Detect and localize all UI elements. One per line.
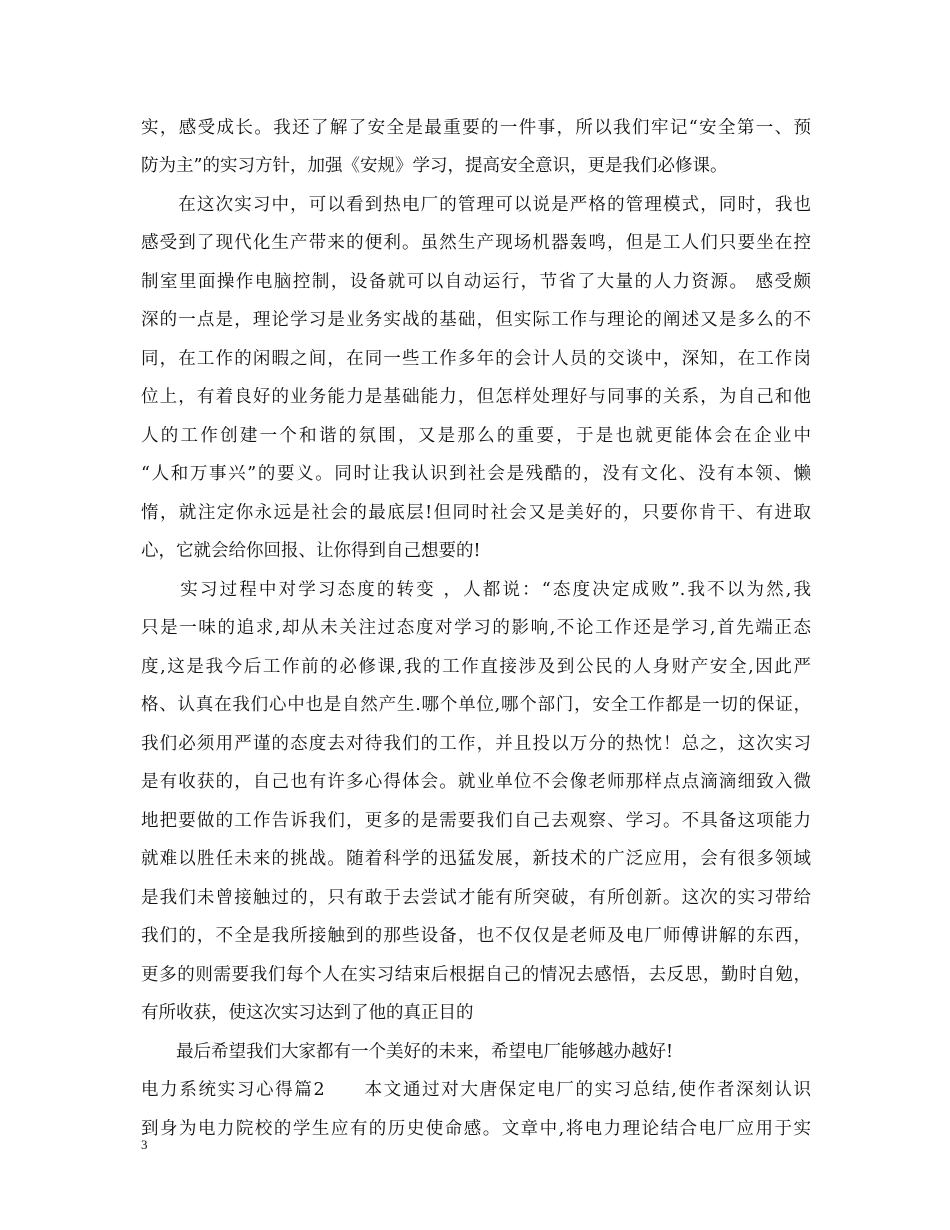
text-line: 格、认真在我们心中也是自然产生.哪个单位,哪个部门，安全工作都是一切的保证， <box>141 695 811 715</box>
text-line: 心，它就会给你回报、让你得到自己想要的! <box>141 541 481 561</box>
text-line: 位上，有着良好的业务能力是基础能力，但怎样处理好与同事的关系，为自己和他 <box>141 387 811 407</box>
text-line: 人的工作创建一个和谐的氛围，又是那么的重要，于是也就更能体会在企业中 <box>141 426 811 446</box>
text-line: 实习过程中对学习态度的转变 ，人都说：“态度决定成败”.我不以为然,我 <box>141 580 811 600</box>
text-line: 只是一味的追求,却从未关注过态度对学习的影响,不论工作还是学习,首先端正态 <box>141 618 811 638</box>
text-line: 就难以胜任未来的挑战。随着科学的迅猛发展，新技术的广泛应用，会有很多领域 <box>141 849 811 869</box>
text-line: 我们的，不全是我所接触到的那些设备，也不仅仅是老师及电厂师傅讲解的东西， <box>141 926 811 946</box>
text-line: 制室里面操作电脑控制，设备就可以自动运行，节省了大量的人力资源。 感受颇 <box>141 272 811 292</box>
text-line: 在这次实习中，可以看到热电厂的管理可以说是严格的管理模式，同时，我也 <box>141 195 811 215</box>
text-line: 度,这是我今后工作前的必修课,我的工作直接涉及到公民的人身财产安全,因此严 <box>141 657 811 677</box>
text-line: 防为主”的实习方针，加强《安规》学习，提高安全意识，更是我们必修课。 <box>141 156 728 176</box>
text-line: “人和万事兴”的要义。同时让我认识到社会是残酷的，没有文化、没有本领、懒 <box>141 464 811 484</box>
text-line: 是有收获的，自己也有许多心得体会。就业单位不会像老师那样点点滴滴细致入微 <box>141 772 811 792</box>
text-line: 我们必须用严谨的态度去对待我们的工作，并且投以万分的热忱！总之，这次实习 <box>141 734 811 754</box>
text-line: 最后希望我们大家都有一个美好的未来，希望电厂能够越办越好! <box>141 1042 674 1062</box>
page-number: 3 <box>141 1137 148 1152</box>
text-line: 惰，就注定你永远是社会的最底层!但同时社会又是美好的，只要你肯干、有进取 <box>141 503 811 523</box>
text-line: 同，在工作的闲暇之间，在同一些工作多年的会计人员的交谈中，深知，在工作岗 <box>141 349 811 369</box>
text-line: 实，感受成长。我还了解了安全是最重要的一件事，所以我们牢记“安全第一、预 <box>141 118 811 138</box>
text-line: 有所收获，使这次实习达到了他的真正目的 <box>141 1003 474 1023</box>
text-line: 是我们未曾接触过的，只有敢于去尝试才能有所突破，有所创新。这次的实习带给 <box>141 888 811 908</box>
text-line: 更多的则需要我们每个人在实习结束后根据自己的情况去感悟，去反思，勤时自勉， <box>141 965 811 985</box>
text-line: 深的一点是，理论学习是业务实战的基础，但实际工作与理论的阐述又是多么的不 <box>141 310 811 330</box>
text-line: 地把要做的工作告诉我们，更多的是需要我们自己去观察、学习。不具备这项能力 <box>141 811 811 831</box>
text-line: 到身为电力院校的学生应有的历史使命感。文章中,将电力理论结合电厂应用于实 <box>141 1119 811 1139</box>
text-line: 电力系统实习心得篇2 本文通过对大唐保定电厂的实习总结,使作者深刻认识 <box>141 1080 811 1100</box>
text-line: 感受到了现代化生产带来的便利。虽然生产现场机器轰鸣，但是工人们只要坐在控 <box>141 233 811 253</box>
